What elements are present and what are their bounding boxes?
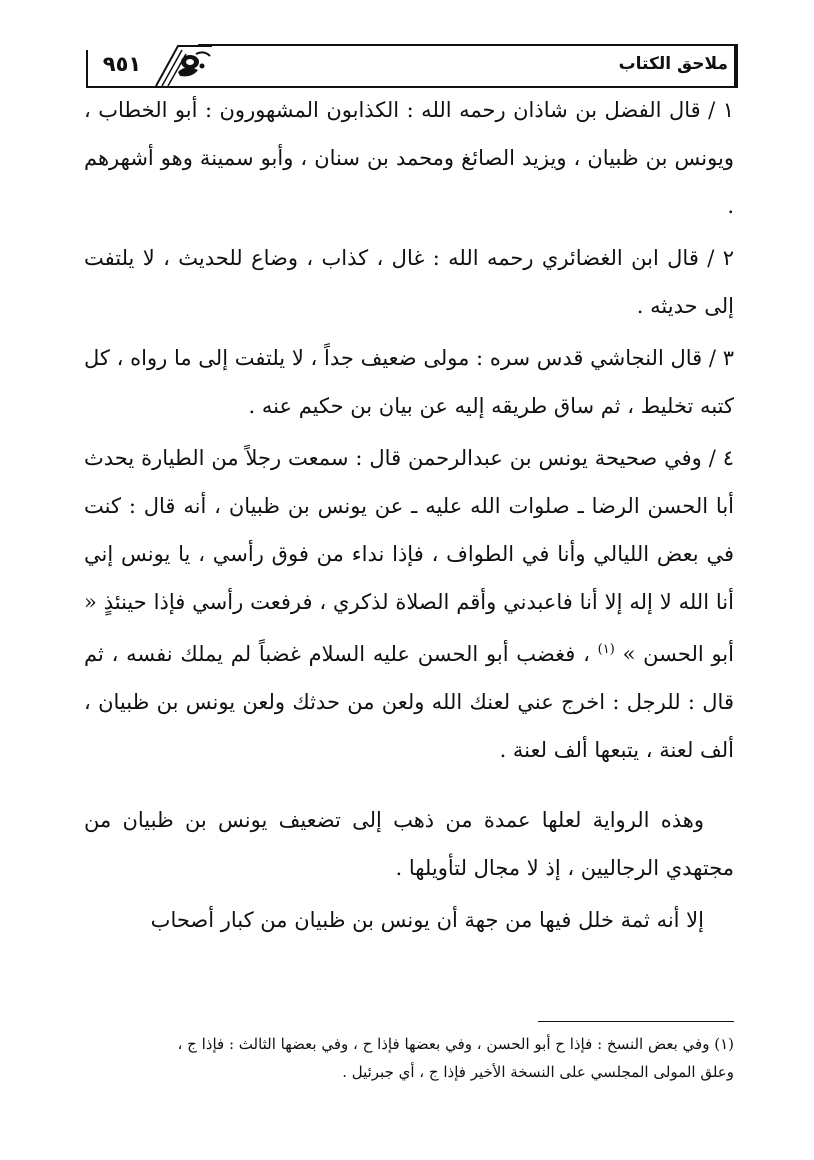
main-text	[84, 86, 734, 944]
footnotes	[84, 1030, 734, 1086]
footnote-reference: (١)	[597, 642, 615, 657]
header-right-bar	[734, 44, 738, 86]
paragraph-4-part-2: ، فغضب أبو الحسن عليه السلام غضباً لم يملك نفسه ، ثم قال : للرجل : اخرج عني لعنك الله ولعن من حدثك ولعن يونس بن ظبيان ، ألف لعنة ، يتبعها ألف لعنة .	[84, 642, 734, 762]
paragraph-4	[84, 434, 734, 774]
footnote-line-2: وعلق المولى المجلسي على النسخة الأخير فإذا ج ، أي جبرئيل .	[342, 1063, 734, 1081]
paragraph-4-part-1: ٤ / وفي صحيحة يونس بن عبدالرحمن قال : سمعت رجلاً من الطيارة يحدث أبا الحسن الرضا ـ صلوات الله عليه ـ عن يونس بن ظبيان ، أنه قال : كنت في بعض الليالي وأنا في الطواف ، فإذا نداء من فوق رأسي ، يا يونس إني أنا الله لا إله إلا أنا فاعبدني وأقم الصلاة لذكري ، فرفعت رأسي فإذا حينئذٍ « أبو الحسن »	[84, 446, 734, 666]
paragraph-1: ١ / قال الفضل بن شاذان رحمه الله : الكذابون المشهورون : أبو الخطاب ، ويونس بن ظبيان ، ويزيد الصائغ ومحمد بن سنان ، وأبو سمينة وهو أشهرهم .	[84, 98, 734, 218]
footnote-rule	[538, 1021, 734, 1022]
running-title: ملاحق الكتاب	[618, 54, 728, 74]
page-header	[78, 44, 738, 90]
paragraph-5: وهذه الرواية لعلها عمدة من ذهب إلى تضعيف يونس بن ظبيان من مجتهدي الرجاليين ، إذ لا مجال لتأويلها .	[84, 808, 734, 880]
paragraph-2: ٢ / قال ابن الغضائري رحمه الله : غال ، كذاب ، وضاع للحديث ، لا يلتفت إلى حديثه .	[84, 246, 734, 318]
page-number: ٩٥١	[102, 52, 142, 76]
header-top-rule	[198, 44, 738, 46]
paragraph-6: إلا أنه ثمة خلل فيها من جهة أن يونس بن ظبيان من كبار أصحاب	[150, 908, 704, 932]
paragraph-3: ٣ / قال النجاشي قدس سره : مولى ضعيف جداً ، لا يلتفت إلى ما رواه ، كل كتبه تخليط ، ثم ساق طريقه إليه عن بيان بن حكيم عنه .	[84, 346, 734, 418]
ornament-icon	[152, 44, 212, 86]
header-left-bar	[86, 50, 88, 86]
footnote-line-1: (١) وفي بعض النسخ : فإذا ح أبو الحسن ، وفي بعضها فإذا ح ، وفي بعضها الثالث : فإذا ج ،	[177, 1035, 734, 1053]
